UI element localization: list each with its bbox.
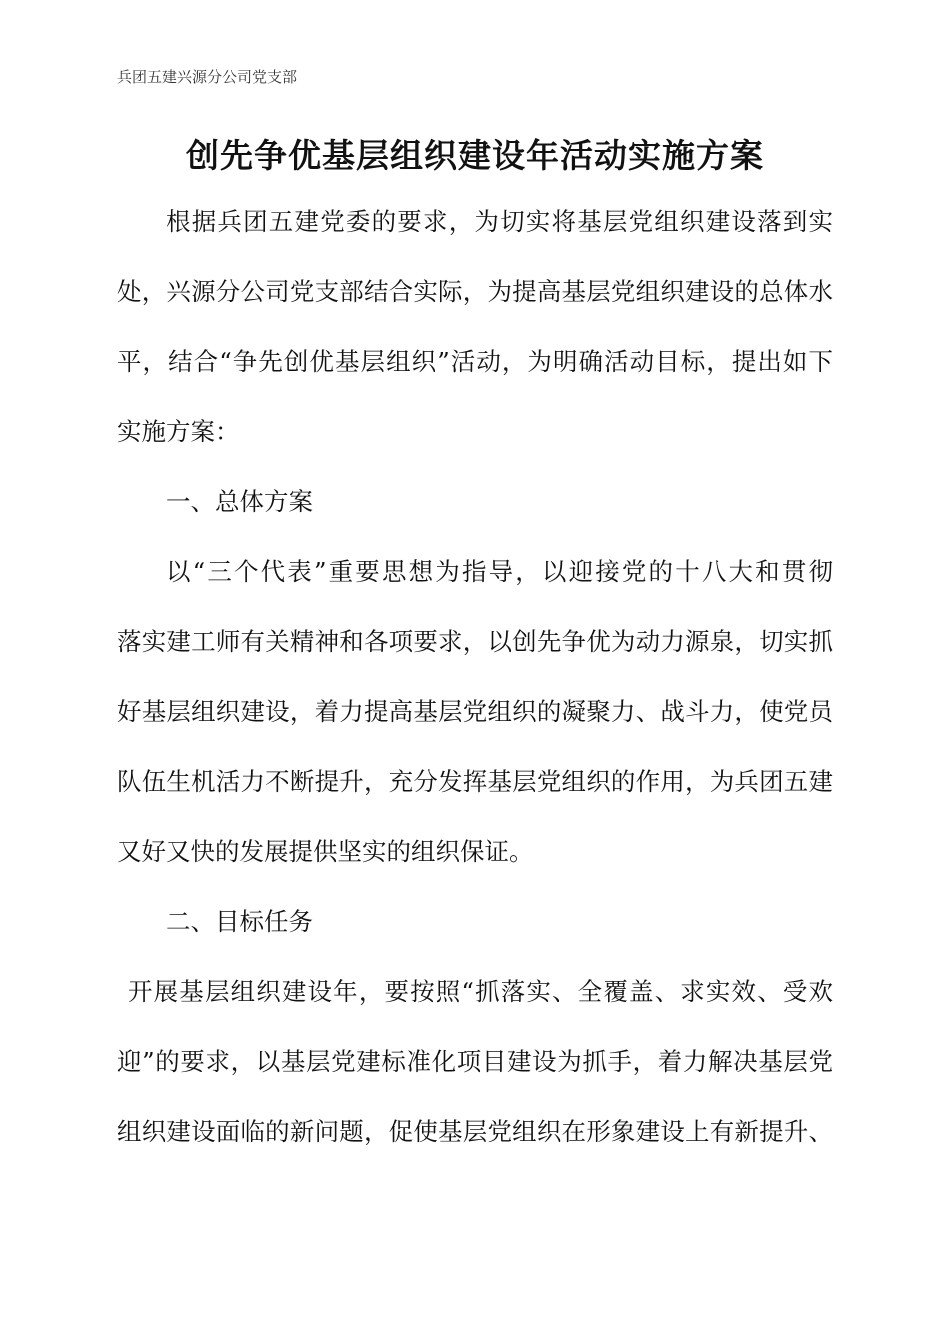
paragraph-line: 又好又快的发展提供坚实的组织保证。 bbox=[117, 837, 534, 866]
document-title: 创先争优基层组织建设年活动实施方案 bbox=[186, 136, 764, 175]
section-heading: 一、总体方案 bbox=[166, 487, 313, 516]
paragraph-line: 好基层组织建设，着力提高基层党组织的凝聚力、战斗力，使党员 bbox=[117, 697, 833, 726]
paragraph-line: 平，结合“争先创优基层组织”活动，为明确活动目标，提出如下 bbox=[117, 347, 833, 376]
paragraph-line: 迎”的要求，以基层党建标准化项目建设为抓手，着力解决基层党 bbox=[117, 1047, 833, 1076]
section-heading: 二、目标任务 bbox=[166, 907, 313, 936]
paragraph-line: 落实建工师有关精神和各项要求，以创先争优为动力源泉，切实抓 bbox=[117, 627, 833, 656]
paragraph-line: 队伍生机活力不断提升，充分发挥基层党组织的作用，为兵团五建 bbox=[117, 767, 833, 796]
paragraph-line: 开展基层组织建设年，要按照“抓落实、全覆盖、求实效、受欢 bbox=[128, 977, 833, 1006]
paragraph-line: 组织建设面临的新问题，促使基层党组织在形象建设上有新提升、 bbox=[117, 1117, 833, 1146]
paragraph-line: 以“三个代表”重要思想为指导，以迎接党的十八大和贯彻 bbox=[166, 557, 833, 586]
page-header: 兵团五建兴源分公司党支部 bbox=[117, 68, 298, 86]
paragraph-line: 处，兴源分公司党支部结合实际，为提高基层党组织建设的总体水 bbox=[117, 277, 833, 306]
paragraph-line: 根据兵团五建党委的要求，为切实将基层党组织建设落到实 bbox=[166, 207, 833, 236]
paragraph-line: 实施方案： bbox=[117, 417, 240, 446]
